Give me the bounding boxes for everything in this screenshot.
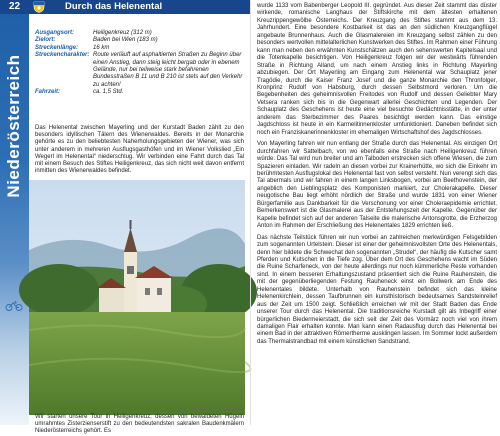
info-key: Fahrzeit:	[35, 89, 61, 96]
info-row-character	[35, 52, 245, 89]
info-value: Baden bei Wien (183 m)	[93, 37, 158, 44]
body-paragraph: Das nächste Teilstück führen wir nun vorbei an zahlreichen merkwürdigen Felsgebilden zum sogenannten Urtelstein. Dieser ist einer der geheimnisvollsten Orte des Helenentals, denn hier bildete die Schwechat den sogenannten „Strudel“, der häufig die Kutscher samt Pferden und Kutschen in die Tiefe zog. Über dem Ort des Geschehens wacht im Süden die Ruine Scharfeneck, von der heute allerdings nur noch kümmerliche Reste vorhanden sind. In einem besseren Erhaltungszustand präsentiert sich die Ruine Rauhenstein, die mit der gegenüberliegenden Festung Rauheneck einst ein Bollwerk am Ende des Helenentales bildete. Unterhalb von Rauhenstein befindet sich das kleine Helenenkirchlein, dessen Taufbrunnen ein kunsthistorisch bedeutsames Sandsteinrelief aus der Zeit um 1500 zeigt. Schließlich erreichen wir mit der Stadt Baden das Ende unserer Tour durch das Helenental. Die traditionsreiche Kurstadt gilt als Inbegriff einer bürgerlichen Biedermeierstadt, die sich seit der Zeit des Vormärz noch viel von ihrem damaligen Flair erhalten konnte. Man kann einen Radausflug durch das Helenental bei einem Bad in der attraktiven Römertherme ausklingen lassen. Im Sommer lockt außerdem das Thermalstrandbad mit einem künstlichen Sandstrand.	[257, 234, 497, 345]
village-church-photo	[29, 180, 245, 415]
intro-paragraph: Das Helenental zwischen Mayerling und der Kurstadt Baden zählt zu den besonders idyllischen Tälern des Wienerwaldes. Bereits in der Monarchie gehörte es zu den beliebtesten Naherholungsgebieten der Wiener, was sich unter anderem in mehreren Ausflugsgasthöfen und im Wiener Volkslied „Ein Wegerl im Helenental“ niederschlug. Wir verbinden eine Fahrt durch das Tal mit einem Besuch des Stiftes Heiligenkreuz, das sich nicht weit davon entfernt inmitten des Wienerwaldes befindet.	[35, 125, 244, 175]
region-sidebar	[0, 0, 29, 425]
info-value: Heiligenkreuz (312 m)	[93, 30, 152, 36]
tour-info-block	[35, 30, 245, 97]
info-row-destination	[35, 37, 245, 44]
left-page	[0, 0, 250, 435]
right-page	[250, 0, 500, 425]
info-value: ca. 1,5 Std.	[93, 89, 124, 96]
coat-of-arms-icon	[33, 1, 45, 13]
info-row-duration	[35, 89, 245, 96]
info-key: Zielort:	[35, 37, 56, 44]
info-key: Streckencharakter:	[35, 52, 90, 59]
info-row-start	[35, 30, 245, 37]
right-text-column	[257, 3, 497, 346]
info-key: Streckenlänge:	[35, 44, 79, 51]
page-number-box	[0, 0, 29, 14]
photo-caption: Foto: NÖ Heiligenkreuz / LVB Wienerwald	[175, 407, 242, 411]
info-value: Route verläuft auf asphaltierten Straßen zu Beginn über einen Anstieg, dann steig leicht bergab oder in ebenem Gelände, nur bei teilweise stark befahrenen Bundesstraßen B 11 und B 210 ist stets auf den Verkehr zu achten!	[93, 52, 243, 88]
region-label: Niederösterreich	[4, 54, 23, 198]
info-key: Ausgangsort:	[35, 30, 74, 36]
info-row-length	[35, 45, 245, 52]
body-paragraph: Von Mayerling fahren wir nun entlang der Straße durch das Helenental. Als einzigen Ort durchfahren wir Sattelbach, von wo ebenfalls eine Straße nach Heiligenkreuz führen würde. Das Tal wird nun breiter und am Talboden erstrecken sich offene Wiesen, die zum Spazieren einladen. Wir radeln an diesen vorbei zur Krainerhütte, wo sich die Einkehr im berühmtesten Ausflugslokal des Helenental fast von selbst versteht. Nun verengt sich das Tal abermals und wir fahren in einem langen Linksbogen, vorbei am Beethovenstein, der angeblich den Lieblingsplatz des Komponisten markiert, zur Cholerakapelle. Dieser neugotische Bau liegt erhöht nördlich der Straße und wurde 1831 von einer Wiener Bürgerfamilie aus Dankbarkeit für die Verschonung vor einer Choleraepidemie errichtet. Bemerkenswert ist die Glasmalerei aus der Entstehungszeit der Kapelle. Gegenüber der Kapelle befindet sich auf der anderen Talseite die malerische Antonsgrotte, die Erzherzog Anton im Rahmen der Erschließung des Helenentales 1829 errichten ließ.	[257, 141, 497, 230]
body-paragraph: wurde 1133 vom Babenberger Leopold III. gegründet. Aus dieser Zeit stammt das düster wirkende, romanische Langhaus der Stiftskirche mit dem ältesten erhaltenen Kreuzrippengewölbe Österreichs. Der Kreuzgang des Stiftes stammt aus dem 13. Jahrhundert. Eine besondere Kostbarkeit ist das an den südlichen Kreuzgangflügel angebaute Brunnenhaus. Auch die Glasmalereien im Kreuzgang selbst zählen zu den besonders wertvollen mittelalterlichen Kunstwerken des Stiftes. Im Rahmen einer Führung kann man neben den erwähnten Kunstschätzen auch den sehenswerten Kapitelsaal und die Totenkapelle besichtigen. Von Heiligenkreuz folgen wir der westwärts führenden Straße in Richtung Alland, um nach einem Anstieg links in Richtung Mayerling abzubiegen. Der Ort Mayerling am Eingang zum Helenental war Schauplatz jener Tragödie, durch die Kaiser Franz Josef und die ganze Monarchie den Thronfolger, Kronprinz Rudolf von Habsburg, durch dessen Selbstmord verloren. Um die Begebenheiten des geheimnisvollen Freitodes von Rudolf und dessen Geliebter Mary Vetsera ranken sich bis in die Gegenwart allerlei Geschichten und Legenden. Der Schauplatz des Geschehens ist heute eine viel besuchte Gedächtnisstätte, in der unter anderem das Sterbezimmer des Paares besichtigt werden kann. Das einstige Jagdschloss ist heute in ein Karmelitinnenkloster umfunktioniert. Daneben befindet sich noch ein Franziskanerinnenkloster im ehemaligen Wirtschaftshof des Jagdschlosses.	[257, 3, 497, 136]
info-value: 16 km	[93, 44, 110, 51]
cyclist-icon	[5, 300, 23, 311]
page-title: Durch das Helenental	[65, 1, 163, 12]
bottom-paragraph: Wir starten unsere Tour in Heiligenkreuz, dessen von bewaldeten Hügeln umrahmtes Zisterzienserstift zu den bedeutendsten sakralen Baudenkmälern Niederösterreichs gehört. Es	[35, 414, 244, 435]
page-number: 22	[8, 1, 21, 12]
title-header-bar	[29, 0, 250, 14]
